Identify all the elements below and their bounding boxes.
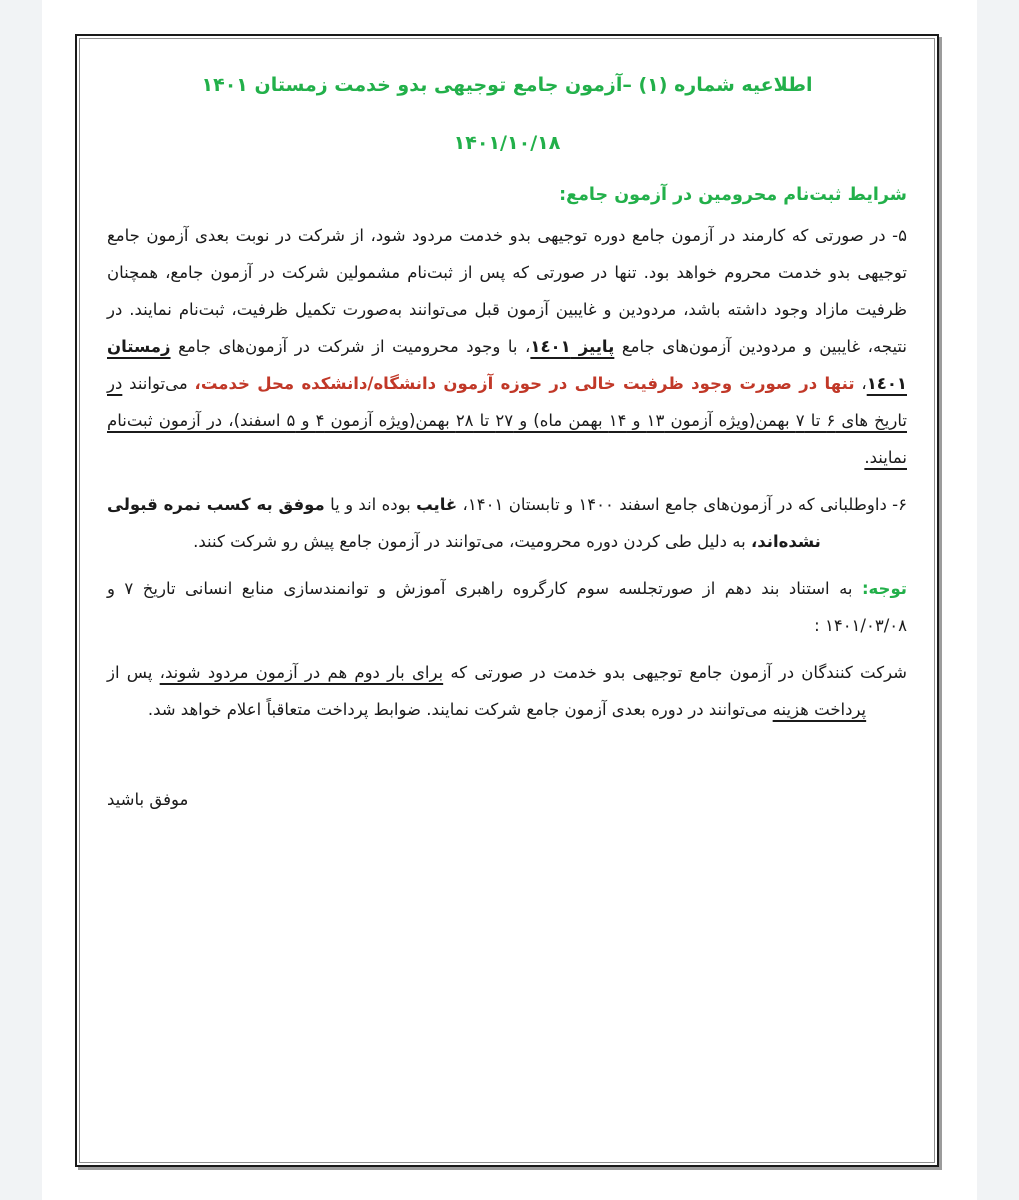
text-run: بوده اند و یا [324,495,417,514]
capacity-condition-red-text: تنها در صورت وجود ظرفیت خالی در حوزه آزمون دانشگاه/دانشکده محل خدمت، [194,374,855,393]
paragraph-item-5 [107,217,907,476]
absent-emphasis: غایب [416,495,458,514]
notice-title: اطلاعیه شماره (۱) –آزمون جامع توجیهی بدو خدمت زمستان ۱۴۰۱ [201,74,813,96]
notice-border-frame [75,34,939,1167]
attention-note [107,570,907,644]
text-run: پس از [107,663,160,682]
second-fail-underlined: برای بار دوم هم در آزمون مردود شوند، [159,663,444,682]
text-run: ۵- در صورتی که کارمند در آزمون جامع دوره توجیهی بدو خدمت مردود شود، از شرکت در نوبت بعدی آزمون جامع توجیهی بدو خدمت محروم خواهد بود. تنها در صورتی که پس از ثبت‌نام مشمولین شرکت در آزمون جامع، همچنان ظرفیت مازاد وجود داشته باشد، مردودین و غایبین آزمون قبل می‌توانند به‌صورت تکمیل ظرفیت، ثبت‌نام نمایند. در نتیجه، غایبین و مردودین آزمون‌های جامع [107,226,907,356]
text-run: ۶- داوطلبانی که در آزمون‌های جامع اسفند ۱۴۰۰ و تابستان ۱۴۰۱، [457,495,907,514]
fall-1401-emphasis: پاییز ۱٤۰۱ [530,337,615,356]
registration-dates-underlined: در تاریخ های ۶ تا ۷ بهمن(ویژه آزمون ۱۳ و ۱۴ بهمن ماه) و ۲۷ تا ۲۸ بهمن(ویژه آزمون ۴ و ۵ اسفند)، در آزمون ثبت‌نام نمایند. [107,374,907,467]
notice-date: ۱۴۰۱/۱۰/۱۸ [453,132,561,154]
attention-label: توجه: [861,579,907,598]
not-passed-emphasis: موفق به کسب نمره قبولی نشده‌اند، [107,495,821,551]
left-background-strip [0,0,42,1200]
payment-paragraph [107,654,907,728]
attention-text: به استناد بند دهم از صورتجلسه سوم کارگروه راهبری آموزش و توانمندسازی منابع انسانی تاریخ ۷ و ۱۴۰۱/۰۳/۰۸ : [107,579,907,635]
winter-1401-emphasis: زمستان ۱٤۰۱ [107,337,907,393]
closing-line: موفق باشید [107,790,189,809]
text-run: ، با وجود محرومیت از شرکت در آزمون‌های جامع [170,337,531,356]
text-run: می‌توانند در دوره بعدی آزمون جامع شرکت نمایند. ضوابط پرداخت متعاقباً اعلام خواهد شد. [147,700,773,719]
text-run: ، [854,374,867,393]
payment-fee-underlined: پرداخت هزینه [772,700,867,719]
paragraph-item-6 [107,486,907,560]
text-run: می‌توانند [122,374,195,393]
text-run: شرکت کنندگان در آزمون جامع توجیهی بدو خدمت در صورتی که [443,663,907,682]
document-page [42,0,977,1200]
section-heading: شرایط ثبت‌نام محرومین در آزمون جامع: [559,185,907,205]
text-run: به دلیل طی کردن دوره محرومیت، می‌توانند در آزمون جامع پیش رو شرکت کنند. [193,532,751,551]
right-background-strip [977,0,1019,1200]
